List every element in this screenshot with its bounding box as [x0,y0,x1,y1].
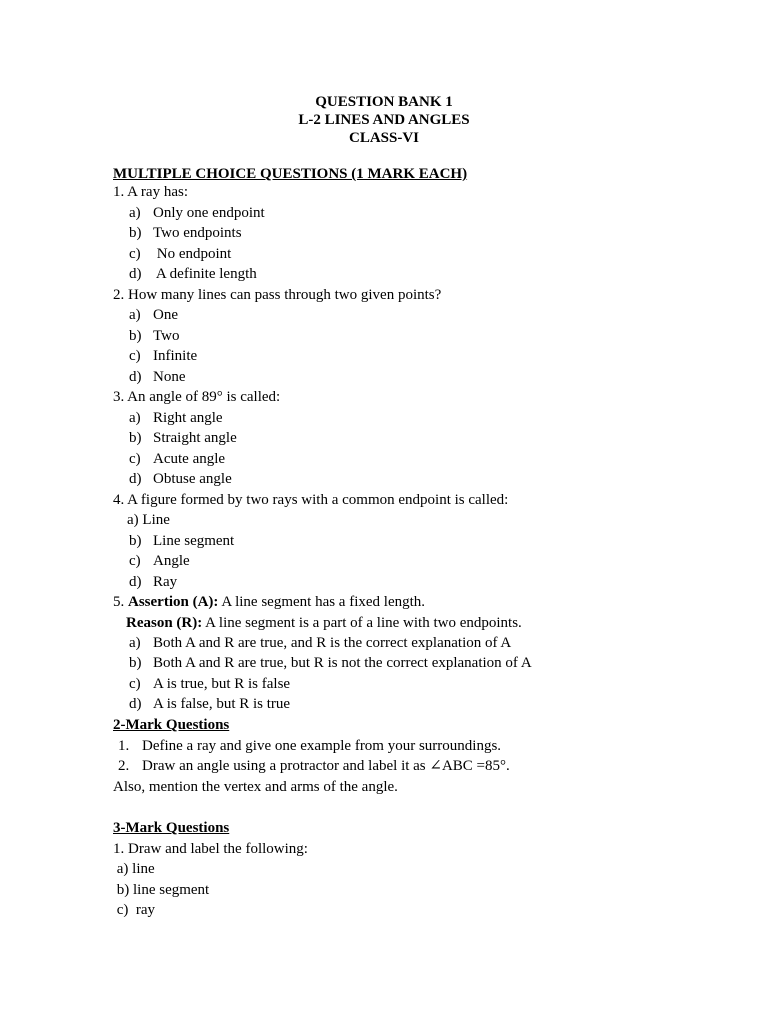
q3-option-d: d) Obtuse angle [129,471,232,487]
question-5-reason: Reason (R): A line segment is a part of a line with two endpoints. [126,615,522,631]
q4-option-a: a) Line [127,512,170,528]
three-mark-item-a: a) line [113,861,155,877]
header-class: CLASS-VI [348,130,420,146]
q5-option-b: b) Both A and R are true, but R is not the correct explanation of A [129,655,532,671]
question-5-assertion: 5. Assertion (A): A line segment has a fixed length. [113,594,426,610]
question-3: 3. An angle of 89° is called: [113,389,281,405]
document-header [0,93,768,147]
q2-option-a: a) One [129,307,178,323]
q3-option-a: a) Right angle [129,410,223,426]
q5-option-a: a) Both A and R are true, and R is the correct explanation of A [129,635,512,651]
q1-option-c: c) No endpoint [129,246,232,262]
question-2: 2. How many lines can pass through two given points? [113,287,442,303]
q1-option-d: d) A definite length [129,266,257,282]
three-mark-item-b: b) line segment [113,882,210,898]
mcq-heading: MULTIPLE CHOICE QUESTIONS (1 MARK EACH) [113,166,468,182]
q2-option-d: d) None [129,369,186,385]
q4-option-b: b) Line segment [129,533,235,549]
q5-option-d: d) A is false, but R is true [129,696,291,712]
two-mark-heading: 2-Mark Questions [113,717,230,733]
q2-option-b: b) Two [129,328,180,344]
q4-option-d: d) Ray [129,574,178,590]
header-chapter: L-2 LINES AND ANGLES [298,112,470,128]
q3-option-b: b) Straight angle [129,430,237,446]
q4-option-c: c) Angle [129,553,190,569]
question-4: 4. A figure formed by two rays with a common endpoint is called: [113,492,509,508]
question-1: 1. A ray has: [113,184,188,200]
q2-option-c: c) Infinite [129,348,198,364]
two-mark-question-2: 2. Draw an angle using a protractor and label it as ∠ABC =85°. [118,758,510,774]
header-title: QUESTION BANK 1 [315,94,453,110]
q1-option-b: b) Two endpoints [129,225,242,241]
q1-option-a: a) Only one endpoint [129,205,265,221]
q5-option-c: c) A is true, but R is false [129,676,291,692]
two-mark-question-2-continuation: Also, mention the vertex and arms of the angle. [113,779,398,795]
two-mark-question-1: 1. Define a ray and give one example from your surroundings. [118,738,502,754]
q3-option-c: c) Acute angle [129,451,226,467]
three-mark-item-c: c) ray [113,902,156,918]
three-mark-question-1: 1. Draw and label the following: [113,841,308,857]
three-mark-heading: 3-Mark Questions [113,820,230,836]
